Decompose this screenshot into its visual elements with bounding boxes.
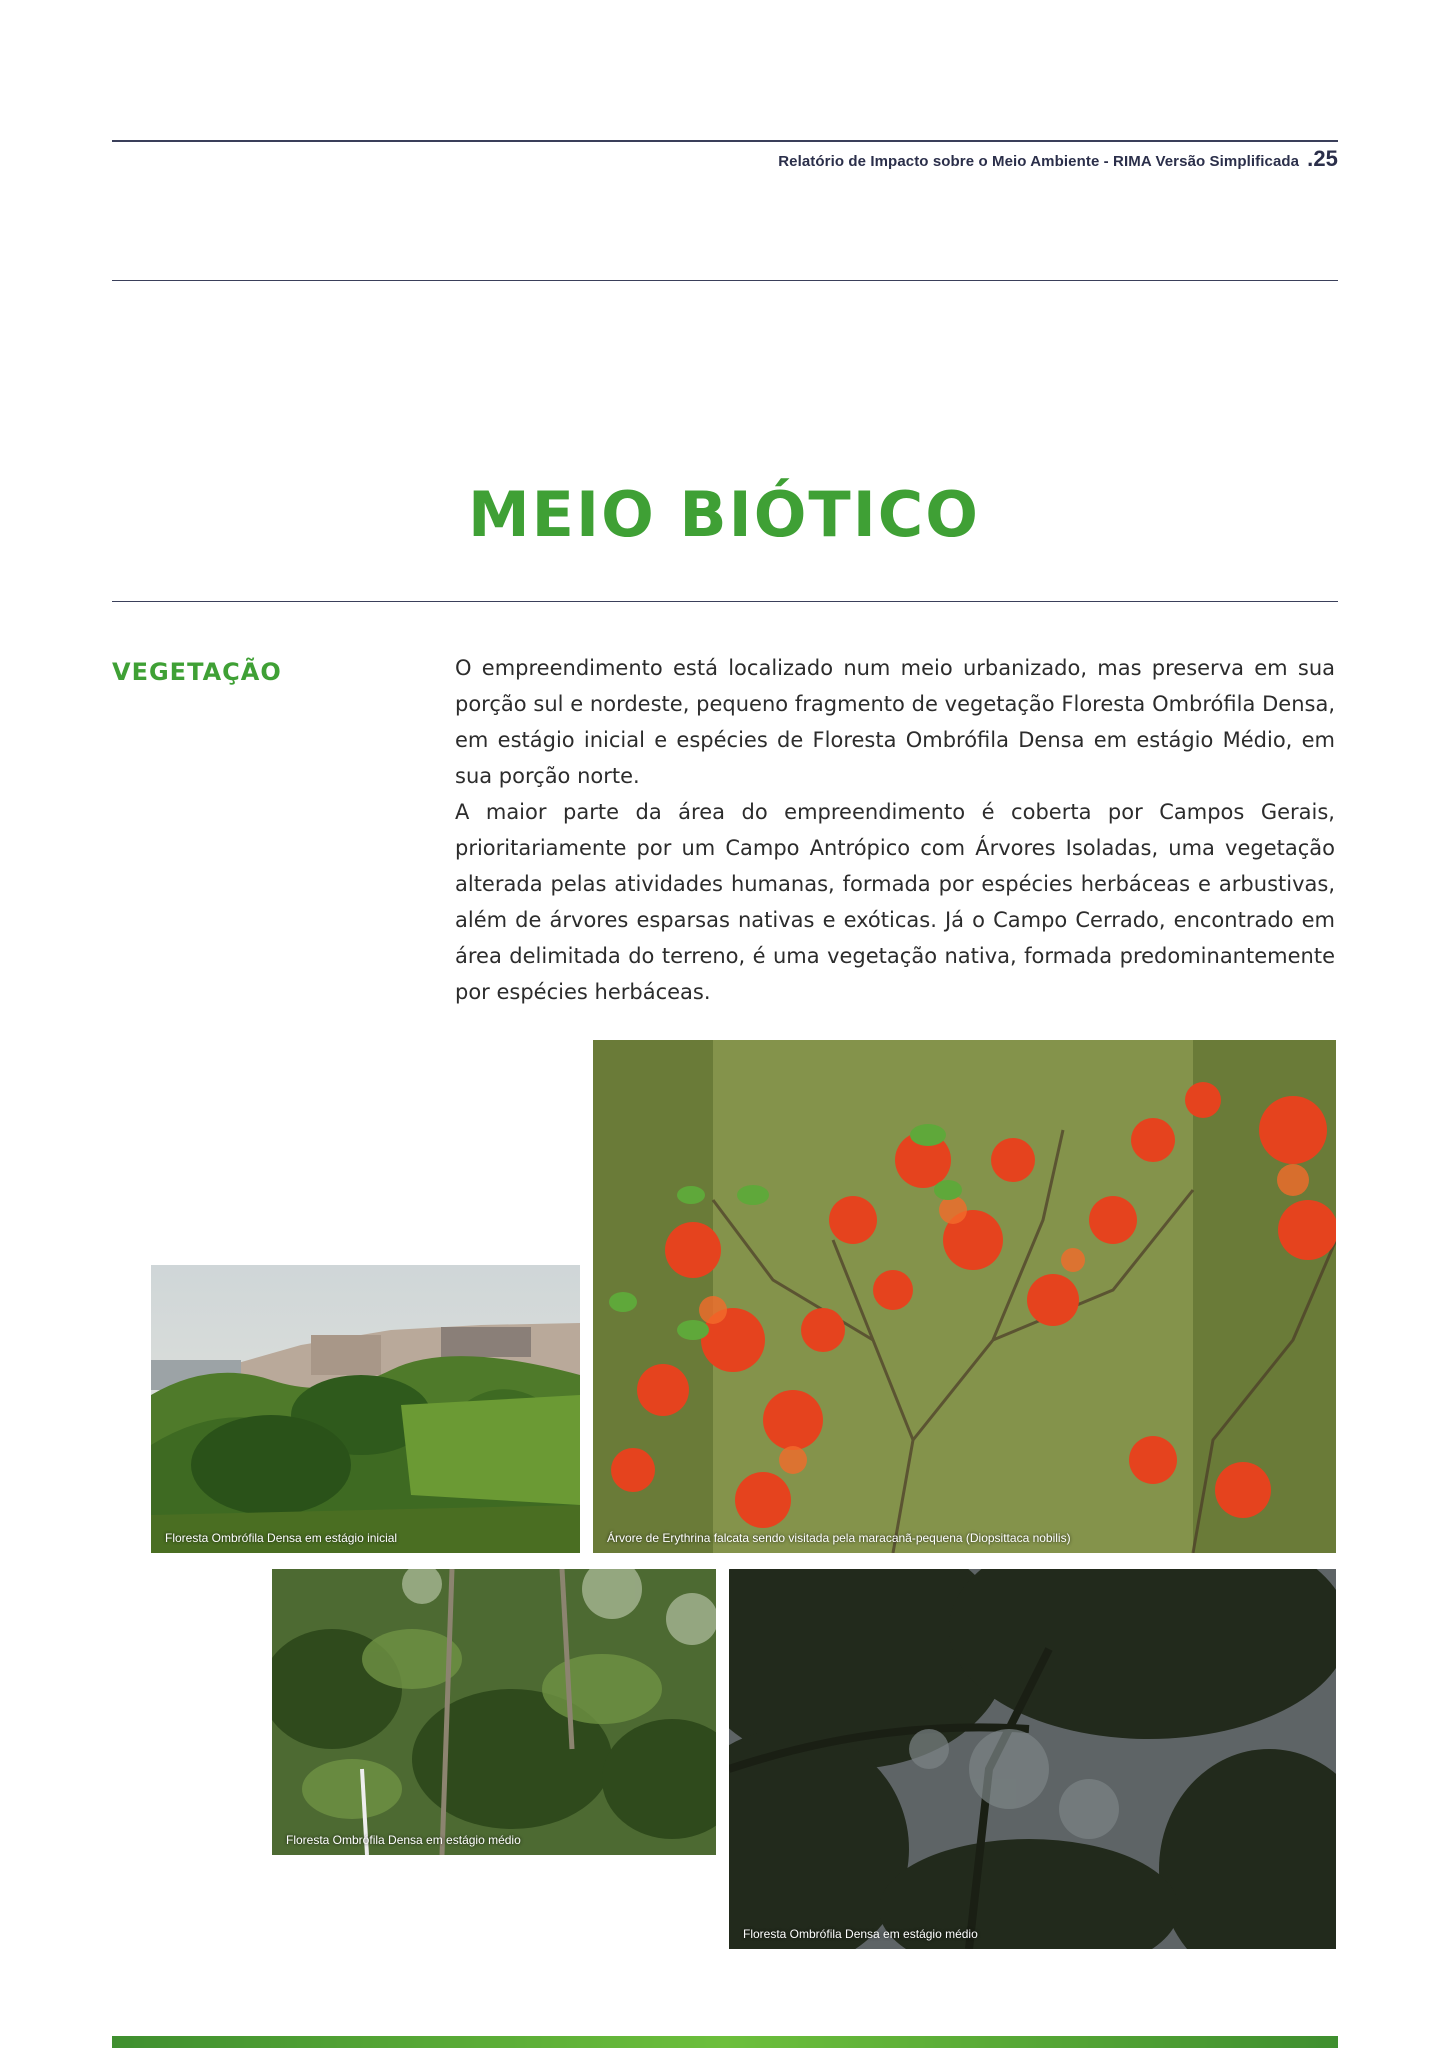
photo-caption: Árvore de Erythrina falcata sendo visitada pela maracanã-pequena (Diopsittaca nobilis) [607,1531,1071,1545]
footer-bar [112,2036,1338,2048]
page-title: MEIO BIÓTICO [467,478,980,551]
photo-caption: Floresta Ombrófila Densa em estágio inicial [165,1531,398,1545]
section-label: VEGETAÇÃO [112,658,282,686]
photo-forest-mid-stage-understory [272,1569,716,1855]
running-header [778,146,1338,172]
photo-forest-initial-stage [151,1265,580,1553]
photo-caption: Floresta Ombrófila Densa em estágio médio [286,1833,521,1847]
photo-caption: Floresta Ombrófila Densa em estágio médio [743,1927,978,1941]
running-title: Relatório de Impacto sobre o Meio Ambiente - RIMA Versão Simplificada [778,153,1300,170]
page-number: .25 [1307,146,1338,171]
body-text [455,650,1335,1010]
paragraph: O empreendimento está localizado num meio urbanizado, mas preserva em sua porção sul e nordeste, pequeno fragmento de vegetação Floresta Ombrófila Densa, em estágio inicial e espécies de Floresta Ombrófila Densa em estágio Médio, em sua porção norte. [455,656,1335,788]
title-rule [112,601,1338,602]
divider-rule [112,280,1338,281]
photo-erythrina-tree [593,1040,1336,1553]
header-rule [112,140,1338,142]
paragraph: A maior parte da área do empreendimento é coberta por Campos Gerais, prioritariamente por um Campo Antrópico com Árvores Isoladas, uma vegetação alterada pelas atividades humanas, formada por espécies herbáceas e arbustivas, além de árvores esparsas nativas e exóticas. Já o Campo Cerrado, encontrado em área delimitada do terreno, é uma vegetação nativa, formada predominantemente por espécies herbáceas. [455,800,1335,1004]
photo-forest-mid-stage-canopy [729,1569,1336,1949]
